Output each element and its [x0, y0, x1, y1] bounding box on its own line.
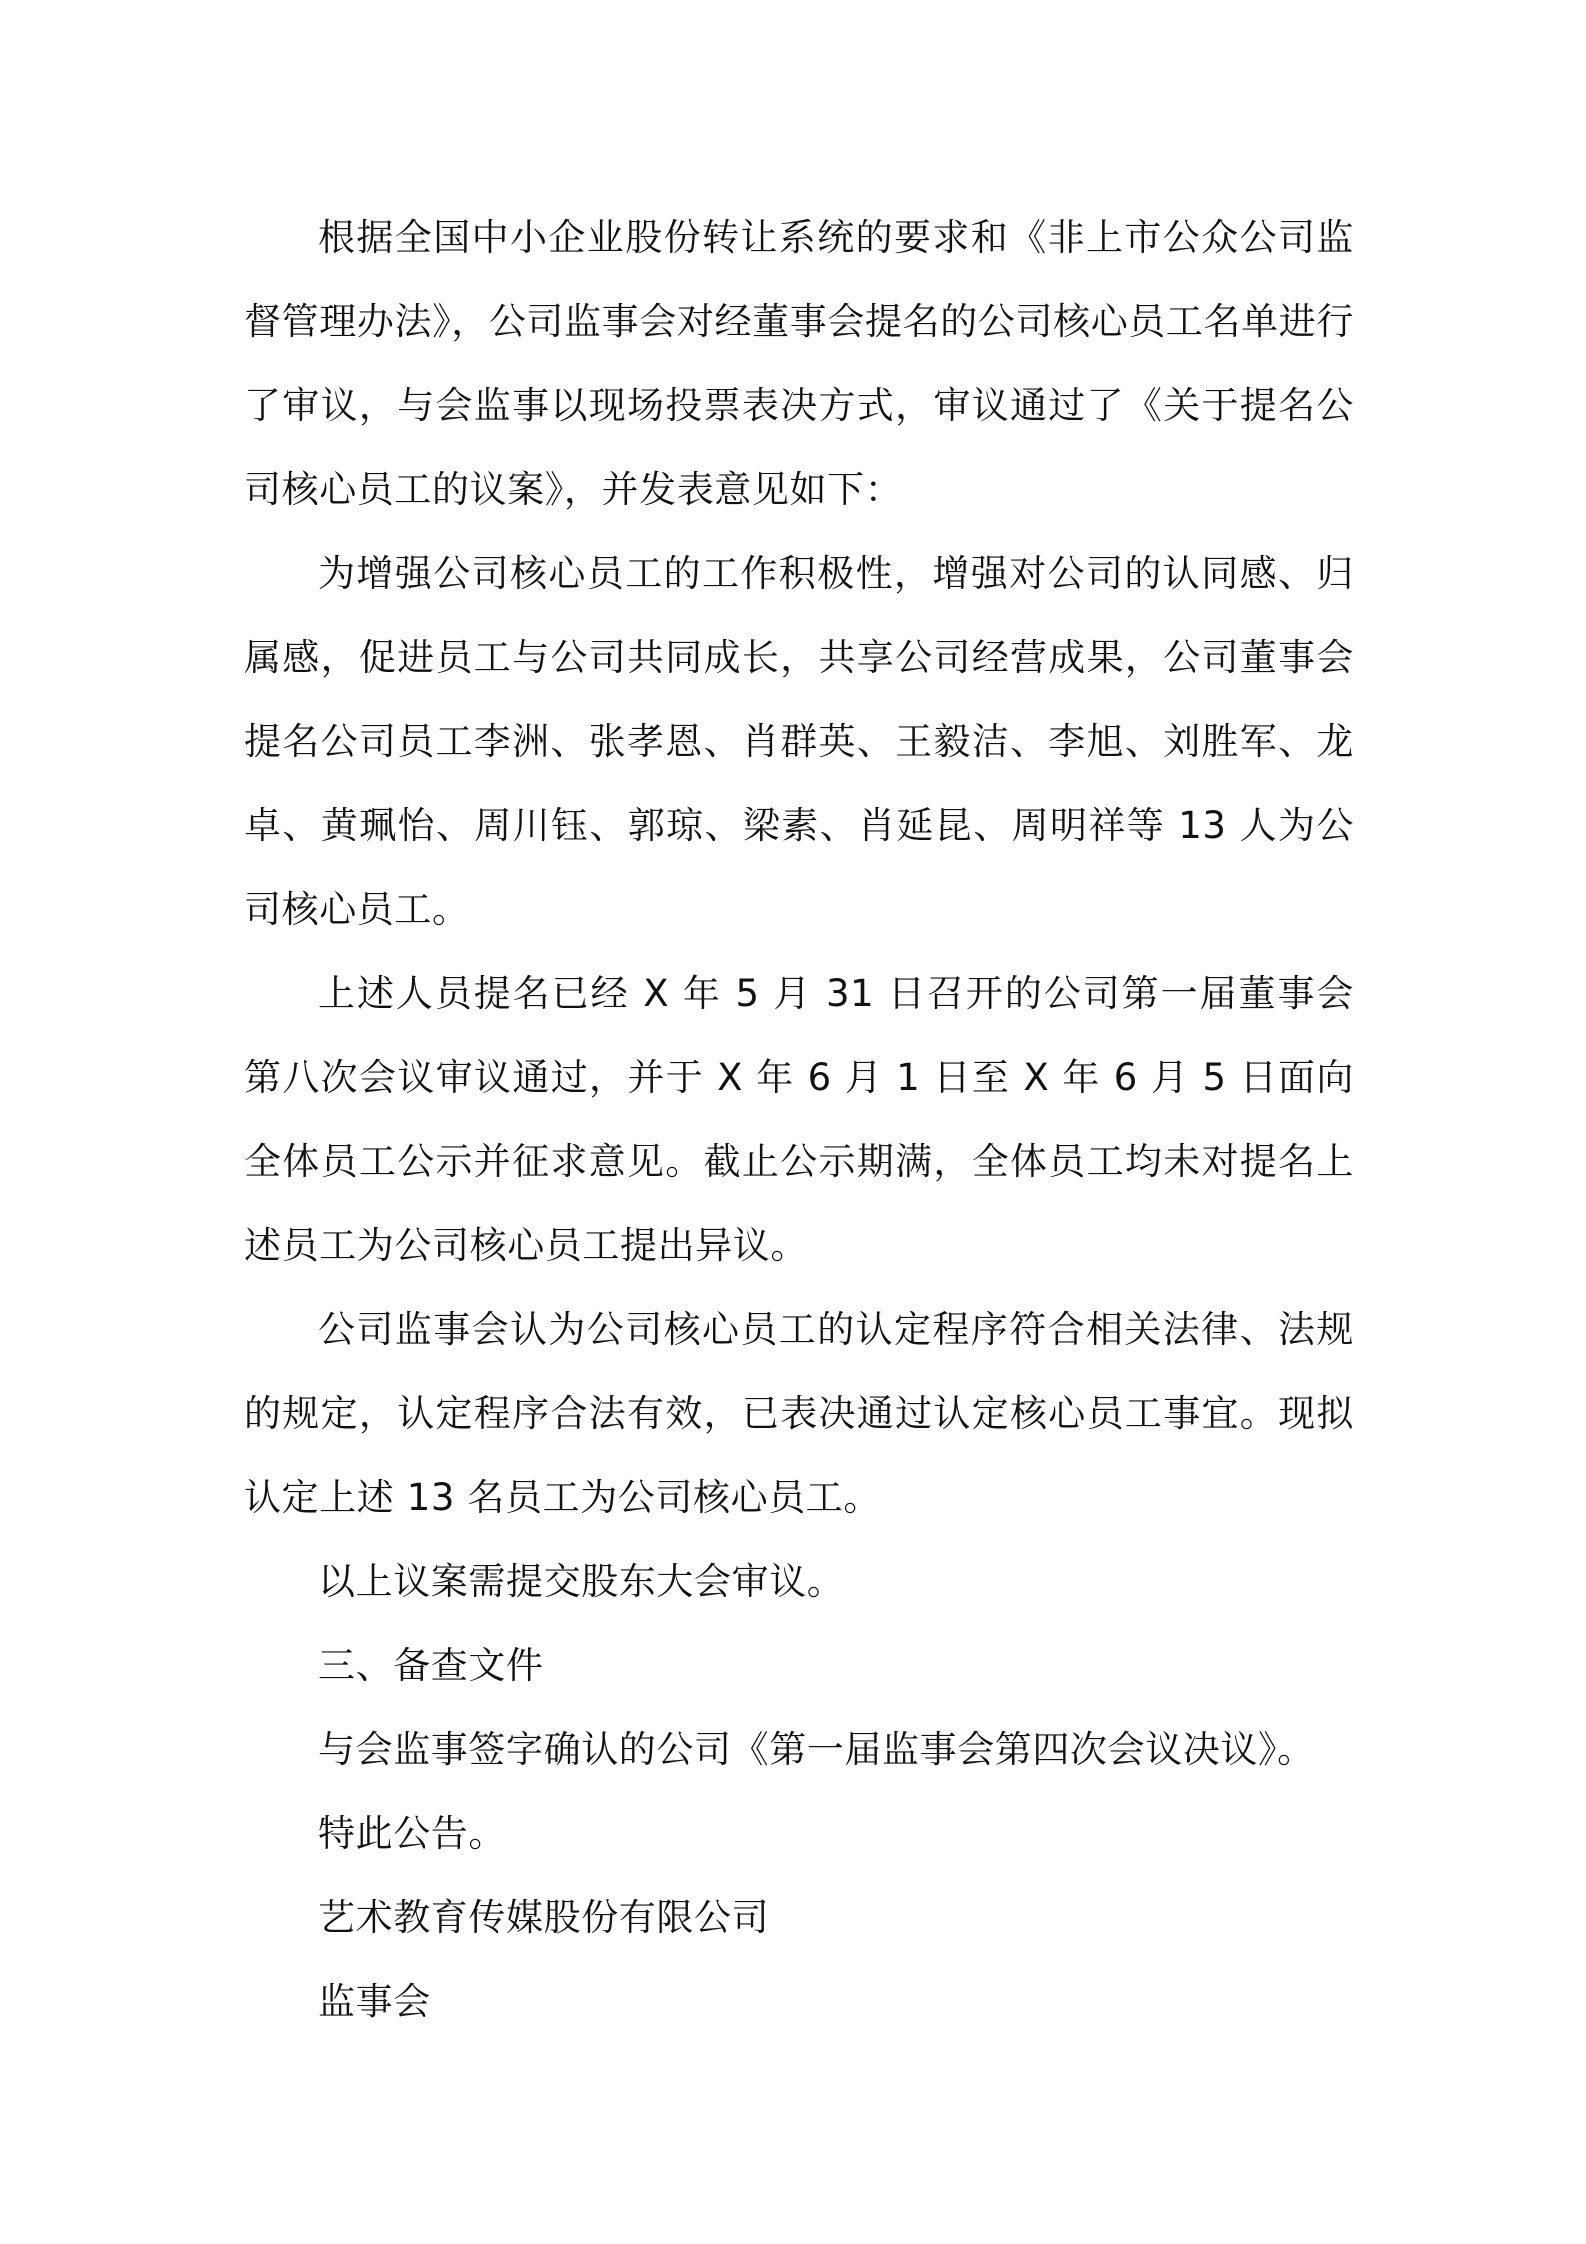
section-heading-reference-files: 三、备查文件 [318, 1644, 544, 1687]
announcement-statement: 特此公告。 [318, 1812, 506, 1855]
paragraph-review-statement: 根据全国中小企业股份转让系统的要求和《非上市公众公司监督管理办法》，公司监事会对经董事会提名的公司核心员工名单进行了审议，与会监事以现场投票表决方式，审议通过了《关于提名公司核心员工的议案》，并发表意见如下： [244, 216, 1354, 511]
submission-note: 以上议案需提交股东大会审议。 [318, 1560, 845, 1603]
document-body [244, 196, 1354, 2044]
paragraph-board-approval: 上述人员提名已经 X 年 5 月 31 日召开的公司第一届董事会第八次会议审议通过，并于 X 年 6 月 1 日至 X 年 6 月 5 日面向全体员工公示并征求意见。截止公示期满，全体员工均未对提名上述员工为公司核心员工提出异议。 [244, 972, 1354, 1267]
paragraph-supervisory-opinion: 公司监事会认为公司核心员工的认定程序符合相关法律、法规的规定，认定程序合法有效，已表决通过认定核心员工事宜。现拟认定上述 13 名员工为公司核心员工。 [244, 1308, 1354, 1519]
issuing-department: 监事会 [318, 1980, 431, 2023]
reference-document: 与会监事签字确认的公司《第一届监事会第四次会议决议》。 [318, 1728, 1315, 1771]
paragraph-nomination: 为增强公司核心员工的工作积极性，增强对公司的认同感、归属感，促进员工与公司共同成长，共享公司经营成果，公司董事会提名公司员工李洲、张孝恩、肖群英、王毅洁、李旭、刘胜军、龙卓、黄珮怡、周川钰、郭琼、梁素、肖延昆、周明祥等 13 人为公司核心员工。 [244, 552, 1354, 931]
company-name: 艺术教育传媒股份有限公司 [318, 1896, 770, 1939]
